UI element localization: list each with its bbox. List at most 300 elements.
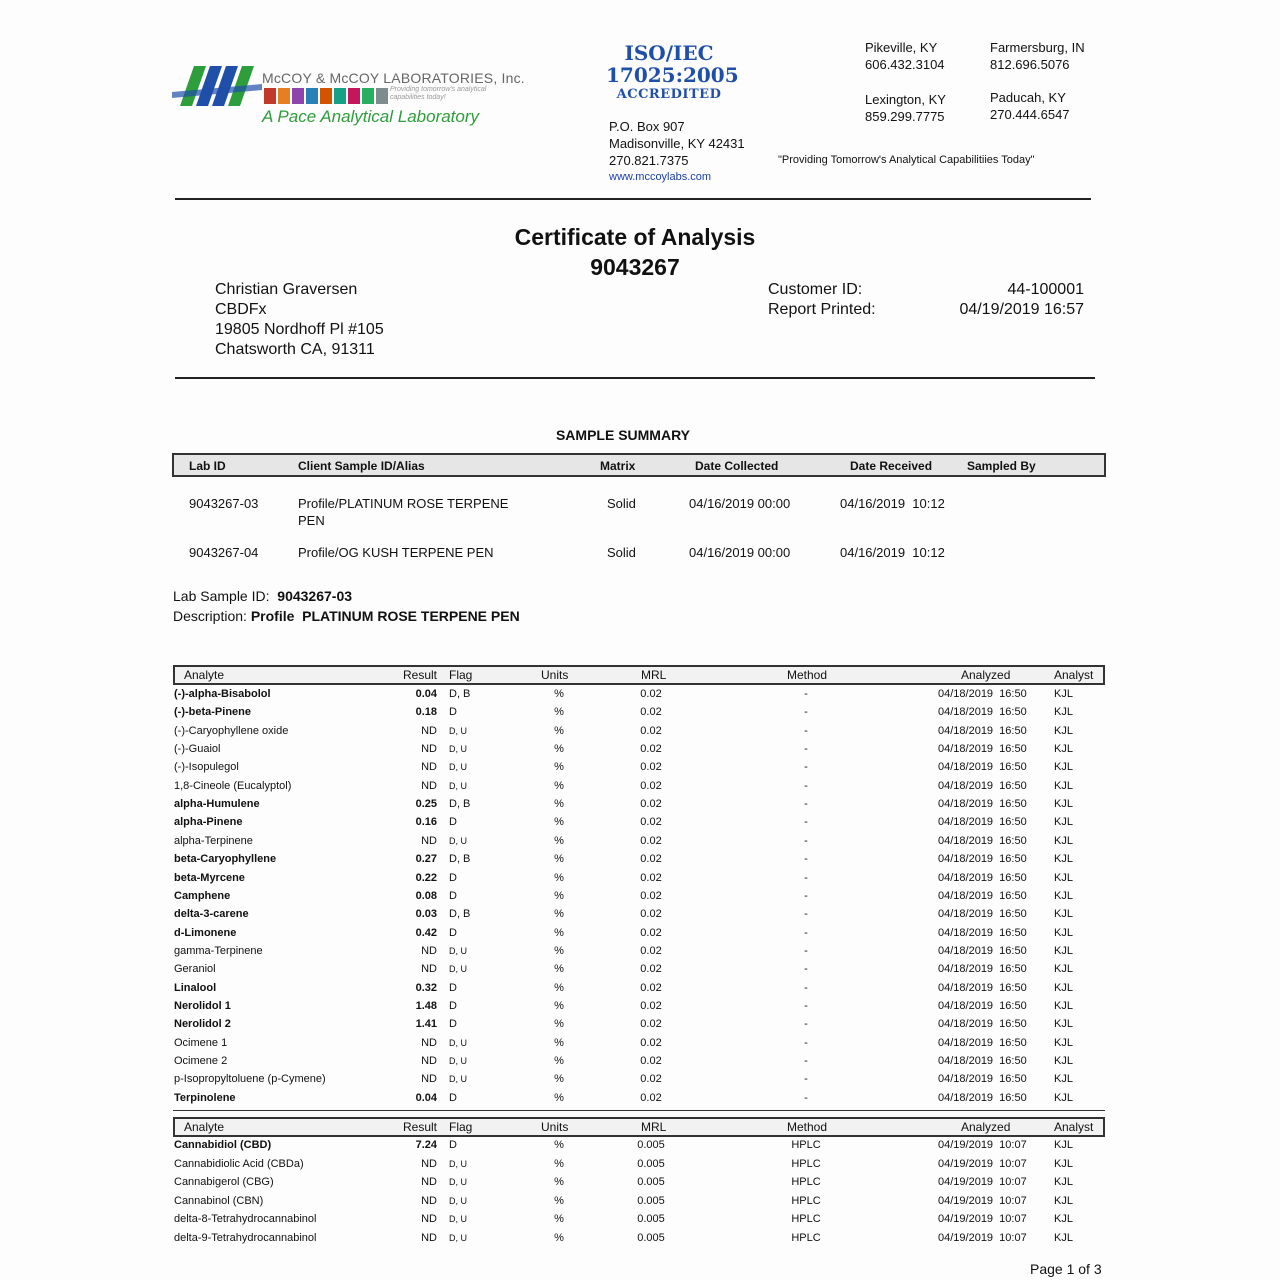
location-city: Pikeville, KY: [865, 40, 938, 55]
method-cell: -: [804, 724, 808, 737]
units-cell: %: [554, 1091, 564, 1104]
result-cell: 0.32: [415, 981, 437, 994]
mrl-cell: 0.02: [640, 1073, 662, 1086]
location-lexington: [865, 91, 946, 125]
location-paducah: [990, 89, 1070, 123]
method-cell: -: [804, 779, 808, 792]
analyte-cell: beta-Caryophyllene: [174, 853, 277, 866]
client-address: [215, 280, 384, 360]
report-printed-value: 04/19/2019 16:57: [959, 301, 1084, 318]
mrl-cell: 0.02: [640, 889, 662, 902]
location-phone: 270.444.6547: [990, 107, 1070, 122]
analyzed-cell: 04/18/2019 16:50: [938, 871, 1027, 884]
flag-cell: D, U: [449, 1232, 467, 1243]
flag-cell: D: [449, 999, 457, 1012]
analyte-cell: (-)-Guaiol: [174, 743, 221, 756]
certificate-number: 9043267: [590, 254, 680, 280]
method-cell: HPLC: [791, 1213, 821, 1225]
method-cell: -: [804, 834, 808, 847]
row-alias: Profile/OG KUSH TERPENE PEN: [298, 545, 494, 560]
table-row: [0, 760, 1280, 776]
result-cell: ND: [421, 743, 437, 756]
analyst-cell: KJL: [1054, 889, 1073, 902]
flag-cell: D: [449, 926, 457, 939]
analyte-cell: (-)-Isopulegol: [174, 761, 239, 774]
flag-cell: D, U: [449, 1074, 467, 1085]
address-phone: 270.821.7375: [609, 153, 689, 168]
table-row: [0, 944, 1280, 960]
analyte-cell: d-Limonene: [174, 926, 237, 939]
units-cell: %: [554, 963, 564, 976]
units-cell: %: [554, 944, 564, 957]
terpene-table-header: [173, 665, 1105, 685]
method-cell: -: [804, 1055, 808, 1067]
result-cell: ND: [421, 1176, 437, 1188]
analyte-cell: Ocimene 1: [174, 1036, 228, 1049]
location-farmersburg: [990, 39, 1085, 73]
analyst-cell: KJL: [1054, 908, 1073, 921]
method-cell: HPLC: [791, 1231, 821, 1244]
result-cell: ND: [421, 1036, 437, 1049]
location-city: Lexington, KY: [865, 92, 946, 107]
table-row: [0, 834, 1280, 850]
mrl-cell: 0.02: [640, 743, 662, 756]
lab-logo-strip-icon: [264, 88, 388, 104]
mrl-cell: 0.005: [637, 1157, 665, 1170]
flag-cell: D: [449, 871, 457, 884]
table-row: [0, 1072, 1280, 1088]
row-alias-cont: PEN: [298, 513, 325, 528]
mrl-cell: 0.02: [640, 944, 662, 957]
flag-cell: D, U: [449, 1195, 467, 1206]
table-row: [0, 999, 1280, 1015]
analyst-cell: KJL: [1054, 1213, 1073, 1225]
flag-cell: D, B: [449, 798, 471, 811]
mrl-cell: 0.02: [640, 706, 662, 719]
table-row: [0, 1138, 1280, 1154]
flag-cell: D, U: [449, 744, 467, 755]
mrl-cell: 0.02: [640, 926, 662, 939]
units-cell: %: [554, 1231, 564, 1244]
mrl-cell: 0.02: [640, 1018, 662, 1031]
units-cell: %: [554, 1139, 564, 1151]
result-cell: ND: [421, 944, 437, 957]
flag-cell: D, U: [449, 1158, 467, 1169]
units-cell: %: [554, 926, 564, 939]
row-matrix: Solid: [607, 496, 636, 511]
client-line: CBDFx: [215, 301, 267, 318]
flag-cell: D: [449, 706, 457, 719]
analyzed-cell: 04/18/2019 16:50: [938, 926, 1027, 939]
result-cell: 0.08: [415, 889, 437, 902]
location-city: Paducah, KY: [990, 90, 1066, 105]
analyzed-cell: 04/18/2019 16:50: [938, 834, 1027, 847]
analyst-cell: KJL: [1054, 1036, 1073, 1049]
method-cell: HPLC: [791, 1157, 821, 1170]
result-cell: ND: [421, 724, 437, 737]
method-cell: -: [804, 1036, 808, 1049]
analyzed-cell: 04/18/2019 16:50: [938, 779, 1027, 792]
report-printed-label: Report Printed:: [768, 301, 876, 318]
analyst-cell: KJL: [1054, 779, 1073, 792]
flag-cell: D, U: [449, 725, 467, 736]
method-cell: HPLC: [791, 1194, 821, 1207]
units-cell: %: [554, 779, 564, 792]
method-cell: -: [804, 761, 808, 774]
analyzed-cell: 04/18/2019 16:50: [938, 908, 1027, 921]
analyzed-cell: 04/18/2019 16:50: [938, 743, 1027, 756]
analyst-cell: KJL: [1054, 981, 1073, 994]
col-analyzed: Analyzed: [961, 1120, 1011, 1134]
sample-summary-row: [0, 496, 1280, 536]
analyzed-cell: 04/18/2019 16:50: [938, 688, 1027, 700]
location-phone: 606.432.3104: [865, 57, 945, 72]
location-phone: 859.299.7775: [865, 109, 945, 124]
lab-name: McCOY & McCOY LABORATORIES, Inc.: [262, 70, 525, 86]
table-row: [0, 1175, 1280, 1191]
analyzed-cell: 04/18/2019 16:50: [938, 853, 1027, 866]
po-box: P.O. Box 907: [609, 119, 685, 134]
mrl-cell: 0.02: [640, 761, 662, 774]
website-link[interactable]: www.mccoylabs.com: [609, 171, 712, 183]
flag-cell: D, U: [449, 835, 467, 846]
analyzed-cell: 04/19/2019 10:07: [938, 1157, 1027, 1170]
col-analyte: Analyte: [184, 1120, 225, 1134]
mrl-cell: 0.02: [640, 834, 662, 847]
customer-id-value: 44-100001: [1007, 281, 1084, 298]
method-cell: -: [804, 944, 808, 957]
col-flag: Flag: [449, 1120, 473, 1134]
table-row: [0, 815, 1280, 831]
analyst-cell: KJL: [1054, 798, 1073, 811]
table-row: [0, 687, 1280, 703]
table-separator: [173, 1110, 1105, 1111]
flag-cell: D, B: [449, 853, 471, 866]
analyst-cell: KJL: [1054, 1231, 1073, 1244]
units-cell: %: [554, 1213, 564, 1225]
flag-cell: D, B: [449, 908, 471, 921]
result-cell: ND: [421, 1231, 437, 1244]
result-cell: 0.04: [415, 688, 437, 700]
col-mrl: MRL: [641, 1120, 667, 1134]
result-cell: ND: [421, 963, 437, 976]
col-result: Result: [403, 668, 438, 682]
table-row: [0, 1212, 1280, 1228]
result-cell: 0.16: [415, 816, 437, 829]
mrl-cell: 0.02: [640, 724, 662, 737]
flag-cell: D: [449, 981, 457, 994]
flag-cell: D, U: [449, 780, 467, 791]
row-lab-id: 9043267-04: [189, 545, 259, 560]
customer-values: [900, 280, 1084, 320]
analyst-cell: KJL: [1054, 1176, 1073, 1188]
units-cell: %: [554, 1036, 564, 1049]
method-cell: -: [804, 706, 808, 719]
analyzed-cell: 04/18/2019 16:50: [938, 999, 1027, 1012]
analyst-cell: KJL: [1054, 1091, 1073, 1104]
mrl-cell: 0.005: [637, 1194, 665, 1207]
analyte-cell: Cannabidiolic Acid (CBDa): [174, 1157, 304, 1170]
result-cell: 0.25: [415, 798, 437, 811]
iso-line2: 17025:2005: [606, 63, 739, 87]
table-row: [0, 981, 1280, 997]
analyst-cell: KJL: [1054, 1018, 1073, 1031]
lab-small-tagline: Providing tomorrow's analytical capabilities today!: [390, 86, 487, 101]
analyst-cell: KJL: [1054, 743, 1073, 756]
method-cell: -: [804, 871, 808, 884]
mrl-cell: 0.005: [637, 1213, 665, 1225]
page-number: Page 1 of 3: [1030, 1261, 1102, 1277]
iso-accreditation-badge: [606, 41, 739, 104]
col-analyst: Analyst: [1054, 1120, 1094, 1134]
mrl-cell: 0.02: [640, 779, 662, 792]
mrl-cell: 0.02: [640, 1091, 662, 1104]
col-result: Result: [403, 1120, 438, 1134]
result-cell: ND: [421, 779, 437, 792]
col-method: Method: [787, 668, 828, 682]
units-cell: %: [554, 1194, 564, 1207]
col-matrix: Matrix: [600, 459, 636, 473]
method-cell: -: [804, 908, 808, 921]
units-cell: %: [554, 834, 564, 847]
table-row: [0, 889, 1280, 905]
result-cell: 1.48: [415, 999, 437, 1012]
certificate-title-block: [0, 222, 1270, 282]
analyst-cell: KJL: [1054, 1073, 1073, 1086]
units-cell: %: [554, 871, 564, 884]
units-cell: %: [554, 889, 564, 902]
analyte-cell: Cannabidiol (CBD): [174, 1139, 272, 1151]
analyte-cell: delta-8-Tetrahydrocannabinol: [174, 1213, 317, 1225]
analyte-cell: gamma-Terpinene: [174, 944, 263, 957]
mrl-cell: 0.02: [640, 999, 662, 1012]
result-cell: ND: [421, 1073, 437, 1086]
result-cell: 0.27: [415, 853, 437, 866]
analyst-cell: KJL: [1054, 853, 1073, 866]
col-mrl: MRL: [641, 668, 667, 682]
table-row: [0, 1017, 1280, 1033]
description-label: Description:: [173, 608, 247, 624]
units-cell: %: [554, 853, 564, 866]
col-units: Units: [541, 668, 569, 682]
col-method: Method: [787, 1120, 828, 1134]
lab-sample-info: [173, 586, 520, 626]
units-cell: %: [554, 761, 564, 774]
analyzed-cell: 04/18/2019 16:50: [938, 1091, 1027, 1104]
method-cell: -: [804, 853, 808, 866]
iso-line3: ACCREDITED: [616, 87, 722, 102]
units-cell: %: [554, 1157, 564, 1170]
client-line: Christian Graversen: [215, 281, 358, 298]
result-cell: ND: [421, 1213, 437, 1225]
units-cell: %: [554, 798, 564, 811]
analyte-cell: Cannabigerol (CBG): [174, 1176, 274, 1188]
flag-cell: D, U: [449, 1056, 467, 1066]
result-cell: 7.24: [415, 1139, 437, 1151]
flag-cell: D, U: [449, 964, 467, 975]
units-cell: %: [554, 743, 564, 756]
mrl-cell: 0.02: [640, 981, 662, 994]
result-cell: 0.04: [415, 1091, 437, 1104]
analyte-cell: delta-3-carene: [174, 908, 249, 921]
method-cell: -: [804, 889, 808, 902]
analyzed-cell: 04/18/2019 16:50: [938, 816, 1027, 829]
analyst-cell: KJL: [1054, 944, 1073, 957]
table-row: [0, 871, 1280, 887]
analyte-cell: (-)-beta-Pinene: [174, 706, 251, 719]
col-sampled-by: Sampled By: [967, 459, 1036, 473]
flag-cell: D: [449, 1018, 457, 1031]
analyst-cell: KJL: [1054, 724, 1073, 737]
units-cell: %: [554, 908, 564, 921]
flag-cell: D: [449, 889, 457, 902]
col-date-collected: Date Collected: [695, 459, 779, 473]
result-cell: 0.22: [415, 871, 437, 884]
method-cell: -: [804, 816, 808, 829]
mrl-cell: 0.005: [637, 1139, 665, 1151]
units-cell: %: [554, 724, 564, 737]
table-row: [0, 724, 1280, 740]
analyte-cell: Nerolidol 1: [174, 999, 231, 1012]
mrl-cell: 0.02: [640, 853, 662, 866]
client-line: 19805 Nordhoff Pl #105: [215, 321, 384, 338]
analyte-cell: 1,8-Cineole (Eucalyptol): [174, 779, 292, 792]
row-alias: Profile/PLATINUM ROSE TERPENE: [298, 496, 509, 511]
method-cell: -: [804, 963, 808, 976]
analyzed-cell: 04/18/2019 16:50: [938, 889, 1027, 902]
analyzed-cell: 04/19/2019 10:07: [938, 1213, 1027, 1225]
table-row: [0, 907, 1280, 923]
col-analyzed: Analyzed: [961, 668, 1011, 682]
analyst-cell: KJL: [1054, 963, 1073, 976]
analyst-cell: KJL: [1054, 1194, 1073, 1207]
analyst-cell: KJL: [1054, 834, 1073, 847]
lab-sample-id-label: Lab Sample ID:: [173, 588, 270, 604]
result-cell: 1.41: [415, 1018, 437, 1031]
analyzed-cell: 04/19/2019 10:07: [938, 1139, 1027, 1151]
flag-cell: D, U: [449, 1214, 467, 1224]
analyzed-cell: 04/18/2019 16:50: [938, 1036, 1027, 1049]
table-row: [0, 1036, 1280, 1052]
location-phone: 812.696.5076: [990, 57, 1070, 72]
units-cell: %: [554, 999, 564, 1012]
analyst-cell: KJL: [1054, 926, 1073, 939]
analyzed-cell: 04/18/2019 16:50: [938, 761, 1027, 774]
col-client-alias: Client Sample ID/Alias: [298, 459, 425, 473]
method-cell: -: [804, 688, 808, 700]
analyst-cell: KJL: [1054, 688, 1073, 700]
table-row: [0, 705, 1280, 721]
row-collected: 04/16/2019 00:00: [689, 496, 791, 511]
analyte-cell: alpha-Pinene: [174, 816, 243, 829]
lab-sample-id-value: 9043267-03: [277, 588, 353, 604]
method-cell: HPLC: [791, 1176, 821, 1188]
certificate-divider: [175, 377, 1095, 379]
mrl-cell: 0.02: [640, 688, 662, 700]
lab-tagline: "Providing Tomorrow's Analytical Capabilitiies Today": [778, 154, 1035, 166]
flag-cell: D, U: [449, 762, 467, 773]
analyte-cell: Geraniol: [174, 963, 216, 976]
row-received: 04/16/2019 10:12: [840, 496, 945, 511]
analyzed-cell: 04/18/2019 16:50: [938, 798, 1027, 811]
units-cell: %: [554, 816, 564, 829]
client-line: Chatsworth CA, 91311: [215, 341, 375, 358]
flag-cell: D, U: [449, 945, 467, 956]
col-lab-id: Lab ID: [189, 459, 226, 473]
analyte-cell: Terpinolene: [174, 1091, 236, 1104]
table-row: [0, 1194, 1280, 1210]
analyst-cell: KJL: [1054, 999, 1073, 1012]
sample-summary-row: [0, 545, 1280, 565]
flag-cell: D: [449, 1139, 457, 1151]
customer-id-label: Customer ID:: [768, 281, 863, 298]
method-cell: -: [804, 926, 808, 939]
analyzed-cell: 04/19/2019 10:07: [938, 1176, 1027, 1188]
row-collected: 04/16/2019 00:00: [689, 545, 791, 560]
method-cell: -: [804, 981, 808, 994]
sample-summary-header: [172, 453, 1106, 477]
table-row: [0, 1054, 1280, 1070]
table-row: [0, 1231, 1280, 1247]
flag-cell: D, B: [449, 688, 471, 700]
mrl-cell: 0.005: [637, 1176, 665, 1188]
analyst-cell: KJL: [1054, 1157, 1073, 1170]
table-row: [0, 1157, 1280, 1173]
method-cell: -: [804, 1091, 808, 1104]
result-cell: 0.42: [415, 926, 437, 939]
table-row: [0, 797, 1280, 813]
analyzed-cell: 04/19/2019 10:07: [938, 1231, 1027, 1244]
mrl-cell: 0.02: [640, 871, 662, 884]
lab-address: [609, 118, 745, 186]
analyte-cell: p-Isopropyltoluene (p-Cymene): [174, 1073, 326, 1086]
result-cell: ND: [421, 1055, 437, 1067]
flag-cell: D: [449, 1091, 457, 1104]
table-row: [0, 962, 1280, 978]
analyzed-cell: 04/18/2019 16:50: [938, 1018, 1027, 1031]
analyte-cell: delta-9-Tetrahydrocannabinol: [174, 1231, 317, 1244]
mrl-cell: 0.02: [640, 1055, 662, 1067]
method-cell: -: [804, 798, 808, 811]
mrl-cell: 0.02: [640, 816, 662, 829]
flag-cell: D, U: [449, 1037, 467, 1048]
lab-logo-icon: [172, 66, 262, 106]
analyst-cell: KJL: [1054, 706, 1073, 719]
analyte-cell: Linalool: [174, 981, 217, 994]
analyte-cell: (-)-alpha-Bisabolol: [174, 688, 271, 700]
analyst-cell: KJL: [1054, 1055, 1073, 1067]
cannabinoid-table-header: [173, 1117, 1105, 1137]
mrl-cell: 0.02: [640, 908, 662, 921]
method-cell: HPLC: [791, 1139, 821, 1151]
table-row: [0, 779, 1280, 795]
lab-subtitle: A Pace Analytical Laboratory: [262, 107, 480, 126]
analyzed-cell: 04/19/2019 10:07: [938, 1194, 1027, 1207]
mrl-cell: 0.02: [640, 963, 662, 976]
description-value: Profile PLATINUM ROSE TERPENE PEN: [250, 608, 520, 624]
row-lab-id: 9043267-03: [189, 496, 259, 511]
location-pikeville: [865, 39, 945, 73]
method-cell: -: [804, 743, 808, 756]
mrl-cell: 0.02: [640, 1036, 662, 1049]
units-cell: %: [554, 1073, 564, 1086]
result-cell: ND: [421, 834, 437, 847]
col-units: Units: [541, 1120, 569, 1134]
analyzed-cell: 04/18/2019 16:50: [938, 1055, 1027, 1067]
analyte-cell: Nerolidol 2: [174, 1018, 231, 1031]
iso-line1: ISO/IEC: [624, 41, 714, 65]
mrl-cell: 0.005: [637, 1231, 665, 1244]
